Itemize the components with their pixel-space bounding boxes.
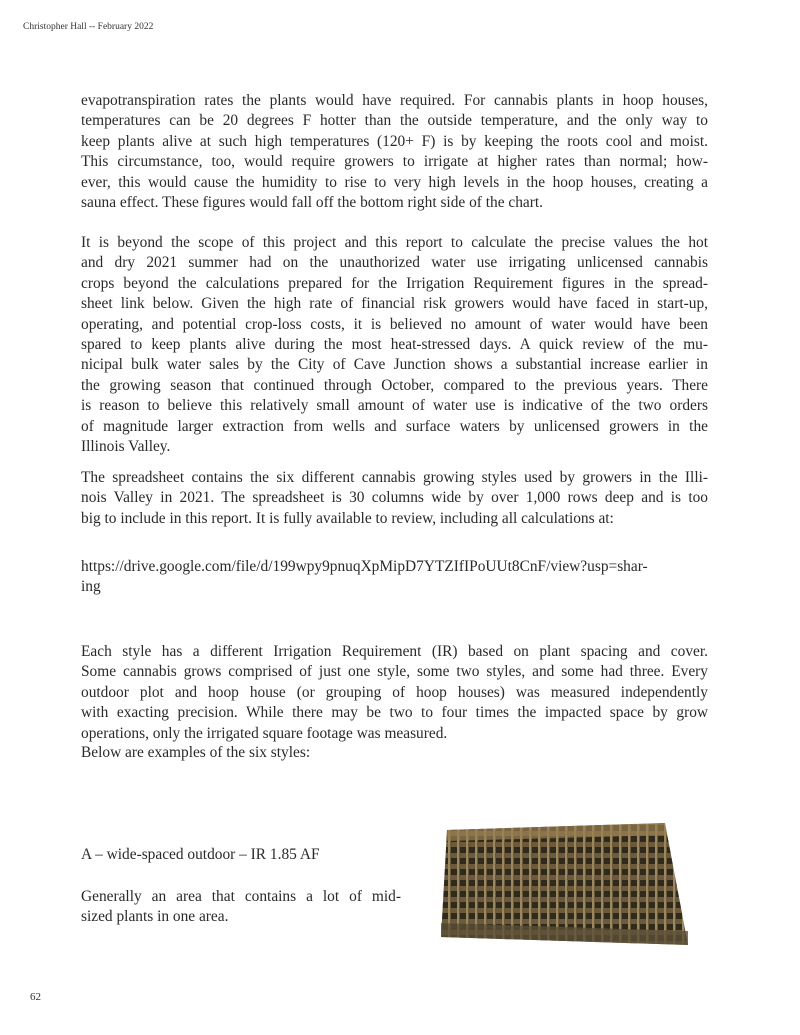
text-line: It is beyond the scope of this project and this report to calculate the precise values the hot (81, 234, 708, 251)
paragraph-examples-intro (81, 743, 708, 763)
text-line: A – wide-spaced outdoor – IR 1.85 AF (81, 846, 320, 863)
text-line: This circumstance, too, would require growers to irrigate at higher rates than normal; how- (81, 153, 708, 171)
text-line: Some cannabis grows comprised of just one style, some two styles, and some had three. Every (81, 663, 708, 681)
text-line: evapotranspiration rates the plants would have required. For cannabis plants in hoop houses, (81, 92, 708, 109)
text-line: is reason to believe this relatively small amount of water use is indicative of the two orders (81, 397, 708, 415)
text-line: big to include in this report. It is fully available to review, including all calculations at: (81, 509, 614, 527)
paragraph-styles (81, 642, 708, 744)
style-a-heading (81, 845, 401, 865)
text-line: Illinois Valley. (81, 437, 171, 455)
text-line: keep plants alive at such high temperatures (120+ F) is by keeping the roots cool and moist. (81, 132, 708, 150)
text-line: operations, only the irrigated square footage was measured. (81, 724, 448, 742)
text-line: the growing season that continued through October, compared to the previous years. There (81, 376, 708, 394)
text-line: The spreadsheet contains the six different cannabis growing styles used by growers in the Illi- (81, 469, 708, 486)
paragraph-scope (81, 233, 708, 457)
text-line: sized plants in one area. (81, 908, 229, 926)
text-line: spared to keep plants alive during the most heat-stressed days. A quick review of the mu- (81, 335, 708, 353)
text-line: nois Valley in 2021. The spreadsheet is 30 columns wide by over 1,000 rows deep and is too (81, 489, 708, 507)
aerial-photo-wide-spaced-outdoor (441, 823, 688, 945)
text-line: of magnitude larger extraction from wells and surface waters by unlicensed growers in the (81, 417, 708, 435)
text-line: Each style has a different Irrigation Requirement (IR) based on plant spacing and cover. (81, 643, 708, 660)
text-line: ever, this would cause the humidity to rise to very high levels in the hoop houses, creating a (81, 173, 708, 191)
text-line: operating, and potential crop-loss costs, it is believed no amount of water would have been (81, 315, 708, 333)
text-line[interactable]: ing (81, 578, 101, 596)
text-line: crops beyond the calculations prepared for the Irrigation Requirement figures in the spread- (81, 274, 708, 292)
text-line: Generally an area that contains a lot of mid- (81, 888, 401, 905)
text-line: sauna effect. These figures would fall off the bottom right side of the chart. (81, 193, 544, 211)
text-line: sheet link below. Given the high rate of financial risk growers would have faced in start-up, (81, 295, 708, 313)
paragraph-heat (81, 91, 708, 213)
text-line: Below are examples of the six styles: (81, 744, 311, 761)
text-line: temperatures can be 20 degrees F hotter than the outside temperature, and the only way to (81, 112, 708, 130)
page-number: 62 (30, 991, 41, 1003)
text-line: with exacting precision. While there may be two to four times the impacted space by grow (81, 704, 708, 722)
text-line: nicipal bulk water sales by the City of Cave Junction shows a substantial increase earlier in (81, 356, 708, 374)
style-a-description (81, 887, 401, 928)
text-line: outdoor plot and hoop house (or grouping of hoop houses) was measured independently (81, 683, 708, 701)
spreadsheet-link[interactable] (81, 557, 708, 598)
paragraph-spreadsheet (81, 468, 708, 529)
text-line: and dry 2021 summer had on the unauthorized water use irrigating unlicensed cannabis (81, 254, 708, 272)
text-line[interactable]: https://drive.google.com/file/d/199wpy9pnuqXpMipD7YTZIfIPoUUt8CnF/view?usp=shar- (81, 558, 648, 575)
running-header: Christopher Hall -- February 2022 (23, 22, 154, 32)
